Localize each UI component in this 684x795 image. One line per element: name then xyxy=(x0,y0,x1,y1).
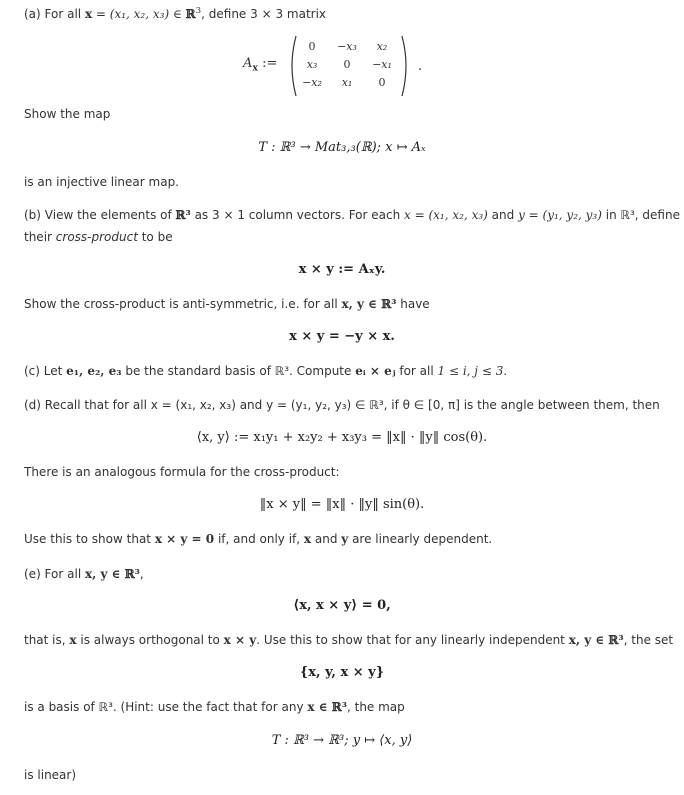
index-range: 1 ≤ i, j ≤ 3 xyxy=(437,364,504,378)
part-d-use xyxy=(24,531,492,547)
part-b-text: (b) View the elements of xyxy=(24,208,176,222)
matrix-cell: x₂ xyxy=(376,40,388,53)
basis-cross: eᵢ × eⱼ xyxy=(355,364,396,378)
orthogonal-formula xyxy=(0,598,684,613)
part-e-text: is always orthogonal to xyxy=(76,633,224,647)
part-e-text: is a basis of ℝ³. (Hint: use the fact that for any xyxy=(24,700,308,714)
vector-x-def: x = (x₁, x₂, x₃) xyxy=(404,208,488,222)
matrix-cell: −x₂ xyxy=(302,76,322,89)
antisym-text: Show the cross-product is anti-symmetric, i.e. for all xyxy=(24,297,342,311)
hint-map-formula xyxy=(0,733,684,748)
tuple-expression: = (x₁, x₂, x₃) ∈ xyxy=(92,7,186,21)
part-e-vars: x, y ∈ ℝ³ xyxy=(84,567,140,581)
antisym-text: have xyxy=(396,297,430,311)
antisym-vars: x, y ∈ ℝ³ xyxy=(341,297,397,311)
part-c-text: . xyxy=(503,364,508,378)
part-b-line1 xyxy=(24,207,680,223)
map-formula-text: T : ℝ³ → Mat₃,₃(ℝ); x ↦ Aₓ xyxy=(258,140,426,155)
vector-x: x xyxy=(69,633,77,647)
part-e-intro xyxy=(24,566,144,582)
part-b-line2 xyxy=(24,229,173,245)
orthogonal-text: ⟨x, x × y⟩ = 0, xyxy=(293,598,391,613)
part-b-text: their xyxy=(24,230,56,244)
basis-var: x ∈ ℝ³ xyxy=(307,700,347,714)
cross-zero: x × y = 0 xyxy=(154,532,215,546)
matrix-cell: −x₃ xyxy=(337,40,357,53)
part-e-text: , the set xyxy=(623,633,674,647)
cross-definition-text: x × y := Aₓy. xyxy=(298,262,386,277)
antisym-line xyxy=(24,296,430,312)
part-d-text: and xyxy=(311,532,342,546)
vector-x: x xyxy=(84,7,93,21)
hint-map-text: T : ℝ³ → ℝ³; y ↦ ⟨x, y⟩ xyxy=(271,733,413,748)
part-d-text: if, and only if, xyxy=(214,532,304,546)
matrix-period: . xyxy=(418,59,423,74)
part-e-text: , xyxy=(139,567,144,581)
basis-set-formula xyxy=(0,665,684,680)
part-e-vars: x, y ∈ ℝ³ xyxy=(568,633,624,647)
cross-norm-text: ‖x × y‖ = ‖x‖ · ‖y‖ sin(θ). xyxy=(259,497,425,512)
cross-norm-formula xyxy=(0,497,684,512)
matrix-subscript: x xyxy=(252,62,258,74)
part-e-text: that is, xyxy=(24,633,70,647)
part-d-text: Use this to show that xyxy=(24,532,155,546)
matrix-cell: x₃ xyxy=(306,58,318,71)
part-e-that xyxy=(24,632,673,648)
part-e-text: . Use this to show that for any linearly independent xyxy=(256,633,569,647)
antisym-formula xyxy=(0,329,684,344)
part-e-text: (e) For all xyxy=(24,567,85,581)
part-c-text: for all xyxy=(395,364,438,378)
is-linear-text: is linear) xyxy=(24,768,77,782)
vector-y-def: y = (y₁, y₂, y₃) xyxy=(518,208,602,222)
vector-x: x xyxy=(303,532,312,546)
vector-y: y xyxy=(341,532,349,546)
part-c-text: be the standard basis of ℝ³. Compute xyxy=(121,364,356,378)
matrix-cell: −x₁ xyxy=(372,58,392,71)
cross-definition xyxy=(0,262,684,277)
part-d-intro: (d) Recall that for all x = (x₁, x₂, x₃) and y = (y₁, y₂, y₃) ∈ ℝ³, if θ ∈ [0, π] is the angle between them, then xyxy=(24,398,660,412)
part-b-text: as 3 × 1 column vectors. For each xyxy=(190,208,405,222)
matrix-cell: 0 xyxy=(378,76,386,89)
matrix-cell: 0 xyxy=(343,58,351,71)
matrix-cell: x₁ xyxy=(341,76,353,89)
part-c-text: (c) Let xyxy=(24,364,67,378)
part-b-text: and xyxy=(487,208,519,222)
dimension-superscript: 3 xyxy=(195,6,202,16)
part-e-basis xyxy=(24,699,405,715)
basis-set-text: {x, y, x × y} xyxy=(299,665,385,680)
basis-vectors: e₁, e₂, e₃ xyxy=(66,364,122,378)
inner-product-formula xyxy=(0,430,684,445)
matrix-name: A xyxy=(243,56,253,71)
assign-symbol: := xyxy=(257,56,278,71)
matrix-label xyxy=(243,56,278,74)
part-e-text: , the map xyxy=(346,700,405,714)
matrix-cell: 0 xyxy=(308,40,316,53)
part-b-text: in ℝ³, define xyxy=(601,208,680,222)
injective-text: is an injective linear map. xyxy=(24,175,179,189)
cross-expression: x × y xyxy=(223,633,257,647)
antisym-formula-text: x × y = −y × x. xyxy=(289,329,395,344)
part-a-intro-text: (a) For all xyxy=(24,7,85,21)
reals-symbol: ℝ³ xyxy=(175,208,191,222)
show-map-text: Show the map xyxy=(24,107,111,121)
cross-product-term: cross-product xyxy=(55,230,138,244)
part-a-intro-suffix: , define 3 × 3 matrix xyxy=(201,7,327,21)
part-d-text: are linearly dependent. xyxy=(348,532,493,546)
map-formula xyxy=(0,140,684,155)
right-paren xyxy=(401,35,411,97)
analogous-text: There is an analogous formula for the cross-product: xyxy=(24,465,340,479)
inner-product-text: ⟨x, y⟩ := x₁y₁ + x₂y₂ + x₃y₃ = ‖x‖ · ‖y‖ cos(θ). xyxy=(196,430,488,445)
part-b-text: to be xyxy=(137,230,173,244)
part-c xyxy=(24,363,507,379)
part-a-intro xyxy=(24,6,326,22)
reals-symbol: ℝ xyxy=(185,7,196,21)
